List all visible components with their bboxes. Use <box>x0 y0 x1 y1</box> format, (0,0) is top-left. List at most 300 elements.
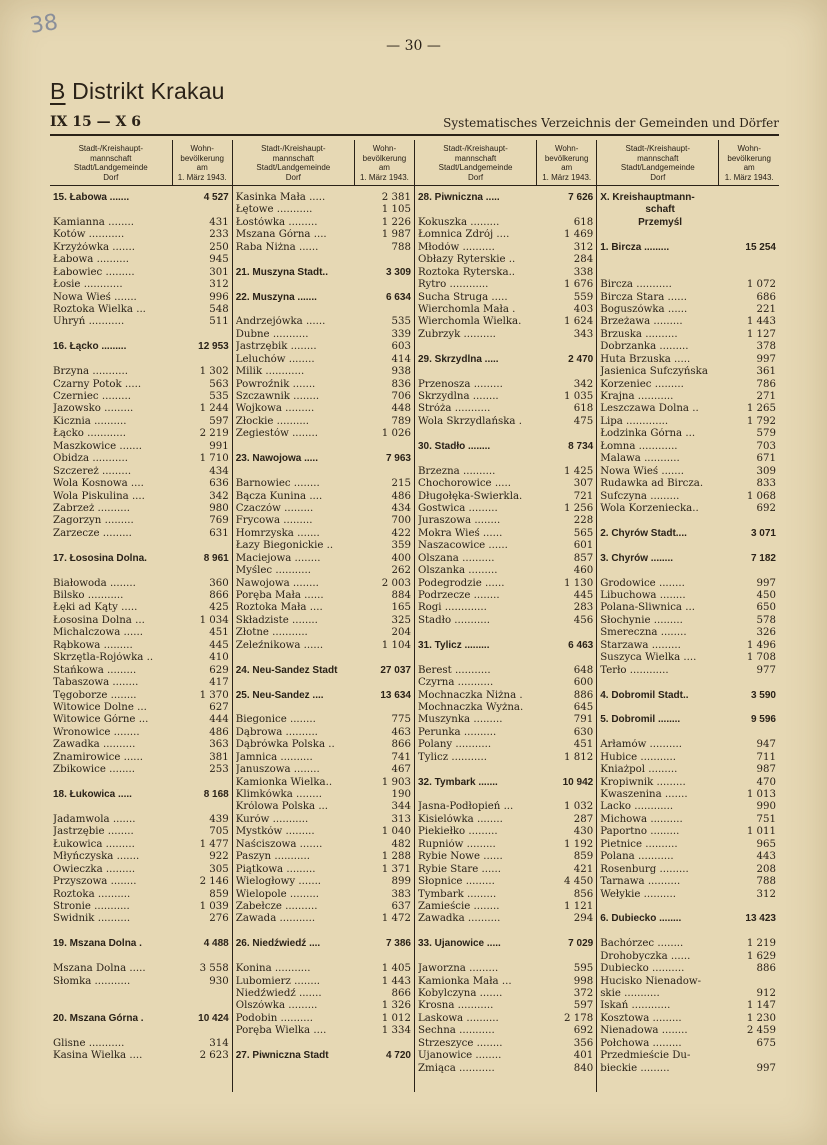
blank-line <box>600 515 776 527</box>
place-name: Łodzinka Górna ... <box>600 428 696 440</box>
place-name: Białowoda ........ <box>53 577 136 589</box>
population-value: 482 <box>391 838 411 850</box>
district-heading-row <box>236 938 411 950</box>
population-value: 460 <box>573 565 594 577</box>
place-row <box>53 292 229 304</box>
population-value: 307 <box>573 478 594 490</box>
place-row <box>53 826 229 838</box>
place-name: Kotów ........... <box>53 229 125 241</box>
place-name: Kasinka Mała ..... <box>235 192 326 203</box>
place-name: Jasienica Sufczyńska <box>600 366 708 378</box>
place-row <box>236 826 411 838</box>
population-value: 421 <box>573 863 594 875</box>
place-row <box>53 254 229 266</box>
heading-population: 3 590 <box>750 689 776 701</box>
population-value: 1 068 <box>746 490 776 502</box>
place-row <box>53 889 229 901</box>
place-name: Lubomierz ........ <box>235 975 321 987</box>
population-value: 1 105 <box>381 204 411 216</box>
place-name: Konina ........... <box>235 963 311 975</box>
place-row <box>236 341 411 353</box>
population-value: 886 <box>573 689 594 701</box>
page-number: — 30 — <box>386 38 441 54</box>
heading-name: 6. Dubiecko ........ <box>600 913 682 925</box>
place-row <box>418 801 593 813</box>
population-value: 2 003 <box>381 577 411 589</box>
place-name: Kobylczyna ....... <box>417 988 503 999</box>
header-value-1: Wohn- bevölkerung am 1. März 1943. <box>172 140 232 186</box>
place-row <box>53 901 229 913</box>
place-row <box>53 590 229 602</box>
population-value: 451 <box>573 739 594 751</box>
place-row <box>418 1063 593 1075</box>
heading-name: 2. Chyrów Stadt.... <box>600 527 687 539</box>
place-name: Smereczna ........ <box>600 627 687 639</box>
population-value: 313 <box>391 813 411 825</box>
place-name: Barnowiec ........ <box>235 478 320 490</box>
population-value: 1 903 <box>381 776 411 788</box>
population-value: 1 013 <box>746 789 776 800</box>
place-row <box>236 1025 411 1037</box>
place-name: Złockie .......... <box>235 415 310 427</box>
blank-line <box>236 951 411 963</box>
place-row <box>600 864 776 876</box>
population-value: 511 <box>209 316 229 328</box>
place-row <box>53 665 229 677</box>
place-name: Podobin .......... <box>235 1012 313 1024</box>
blank-line <box>53 565 229 577</box>
heading-population: 3 071 <box>750 527 776 539</box>
population-value: 789 <box>391 415 411 427</box>
place-name: Poręba Mała ...... <box>235 590 324 601</box>
population-value: 965 <box>756 838 776 850</box>
place-row <box>600 491 776 503</box>
heading-name: 29. Skrzydlna ..... <box>417 353 499 365</box>
district-heading-row <box>236 267 411 279</box>
population-value: 630 <box>573 726 594 738</box>
population-value: 629 <box>209 664 229 676</box>
blank-line <box>600 540 776 552</box>
column-header-row <box>50 140 779 186</box>
blank-line <box>236 279 411 291</box>
heading-name: 30. Stadło ........ <box>417 440 491 452</box>
district-heading-row <box>600 192 776 204</box>
heading-name: 1. Bircza ......... <box>600 241 670 253</box>
place-name: Roztoka Wielka ... <box>53 303 146 315</box>
heading-name: 23. Nawojowa ..... <box>235 453 318 465</box>
population-value: 165 <box>391 602 411 614</box>
place-row <box>53 453 229 465</box>
heading-population <box>720 192 776 204</box>
place-row <box>418 1050 593 1062</box>
place-row <box>53 752 229 764</box>
district-heading-row <box>418 938 593 950</box>
place-name: Zawadka .......... <box>417 913 501 925</box>
place-name: Żeleźnikowa ...... <box>235 639 324 651</box>
population-value: 997 <box>756 353 776 365</box>
place-row <box>53 627 229 639</box>
population-value: 991 <box>209 440 229 452</box>
place-row <box>236 913 411 925</box>
place-row <box>600 951 776 963</box>
population-value: 692 <box>756 502 776 514</box>
population-value: 425 <box>209 602 229 614</box>
heading-population: 7 963 <box>385 453 411 465</box>
header-value-4: Wohn- bevölkerung am 1. März 1943. <box>719 140 779 186</box>
place-row <box>53 466 229 478</box>
place-row <box>600 316 776 328</box>
place-row <box>600 441 776 453</box>
population-value: 987 <box>756 764 776 776</box>
population-value: 1 032 <box>564 801 594 813</box>
population-value: 253 <box>209 764 229 776</box>
place-name: Chochorowice ..... <box>417 478 512 490</box>
place-name: Ujanowice ........ <box>417 1050 502 1062</box>
population-value: 262 <box>391 565 411 577</box>
place-row <box>600 292 776 304</box>
place-name: Czerniec ......... <box>53 391 131 402</box>
place-name: Przyszowa ........ <box>53 876 137 888</box>
population-value: 467 <box>391 764 411 776</box>
place-name: Słopnice ......... <box>417 876 495 888</box>
place-name: Olszanka ......... <box>417 565 498 577</box>
population-value: 1 072 <box>746 279 776 291</box>
place-row <box>600 466 776 478</box>
place-name: Złotne ........... <box>235 627 308 639</box>
place-row <box>236 428 411 440</box>
place-name: Stronie ........... <box>53 900 130 912</box>
population-value: 857 <box>573 552 594 564</box>
place-name: Dubiecko .......... <box>600 963 685 975</box>
place-name: Kasina Wielka .... <box>53 1050 143 1062</box>
population-value: 403 <box>573 303 594 315</box>
blank-line <box>53 329 229 341</box>
place-row <box>53 578 229 590</box>
place-name: Sechna ........... <box>417 1025 495 1037</box>
heading-population <box>720 204 776 216</box>
place-name: Nienadowa ........ <box>600 1025 688 1037</box>
place-row <box>418 876 593 888</box>
place-name: Zarzecze ......... <box>53 527 132 539</box>
place-row <box>236 814 411 826</box>
heading-population: 9 596 <box>750 714 776 726</box>
place-row <box>418 739 593 751</box>
blank-line <box>600 901 776 913</box>
place-name: Gostwica ......... <box>417 502 498 514</box>
population-value: 627 <box>209 701 229 713</box>
place-name: Kropiwnik ......... <box>600 776 686 788</box>
place-name: Naściszowa ....... <box>235 838 323 850</box>
population-value: 422 <box>391 527 411 539</box>
district-heading-row <box>418 192 593 204</box>
blank-line <box>418 341 593 353</box>
place-name: Huta Brzuska ..... <box>600 353 691 365</box>
place-name: Rupniów ......... <box>417 838 496 850</box>
place-row <box>53 615 229 627</box>
place-name: Obidza ........... <box>53 453 128 465</box>
place-name: Łabowa .......... <box>53 254 129 266</box>
place-row <box>236 901 411 913</box>
district-heading-row <box>418 354 593 366</box>
place-name: Dąbrowa .......... <box>235 726 318 738</box>
place-name: Tęgoborze ........ <box>53 689 137 701</box>
heading-name: 27. Piwniczna Stadt <box>235 1050 329 1062</box>
blank-line <box>418 366 593 378</box>
place-row <box>53 851 229 863</box>
place-row <box>236 889 411 901</box>
district-heading-row <box>418 640 593 652</box>
place-row <box>236 988 411 1000</box>
place-row <box>53 764 229 776</box>
population-value: 631 <box>209 527 229 539</box>
heading-name: 19. Mszana Dolna . <box>53 938 142 950</box>
place-row <box>418 391 593 403</box>
district-heading-row <box>236 292 411 304</box>
place-name: Boguszówka ...... <box>600 303 688 315</box>
place-row <box>600 814 776 826</box>
place-name: Hubice ........... <box>600 751 677 763</box>
blank-line <box>236 702 411 714</box>
place-name: Wielogłowy ....... <box>235 876 322 888</box>
district-heading-row <box>236 665 411 677</box>
population-value: 475 <box>573 415 594 427</box>
population-value: 2 623 <box>199 1050 229 1062</box>
blank-line <box>236 466 411 478</box>
place-name: Łomnica Zdrój .... <box>417 229 510 241</box>
population-value: 1 219 <box>746 938 776 950</box>
population-value: 287 <box>573 813 594 825</box>
place-row <box>418 279 593 291</box>
population-value: 947 <box>756 739 776 751</box>
place-name: Jastrzębie ........ <box>53 826 134 838</box>
place-name: Zabrzeż .......... <box>53 502 130 514</box>
district-heading-row <box>236 690 411 702</box>
place-row <box>418 254 593 266</box>
population-value: 1 011 <box>746 826 776 838</box>
place-row <box>418 913 593 925</box>
place-row <box>53 602 229 614</box>
blank-line <box>600 565 776 577</box>
column-4 <box>597 186 779 1093</box>
place-row <box>600 1038 776 1050</box>
population-value: 2 219 <box>199 428 229 440</box>
place-row <box>418 1025 593 1037</box>
place-row <box>418 602 593 614</box>
place-name: Terło ............ <box>600 664 669 676</box>
blank-line <box>236 926 411 938</box>
place-row <box>418 727 593 739</box>
heading-population: 2 470 <box>568 353 594 365</box>
population-value: 430 <box>573 826 594 838</box>
place-name: Łostówka ......... <box>235 216 318 228</box>
place-row <box>418 503 593 515</box>
place-row <box>600 739 776 751</box>
population-value: 856 <box>573 888 594 900</box>
population-value: 208 <box>756 863 776 875</box>
population-value: 1 230 <box>746 1012 776 1024</box>
population-value: 1 256 <box>564 502 594 514</box>
population-value: 1 443 <box>381 975 411 987</box>
place-row <box>236 416 411 428</box>
place-name: Polana-Śliwnica ... <box>600 602 695 614</box>
place-name: Wielopole ......... <box>235 888 320 900</box>
place-row <box>418 329 593 341</box>
header-name-3: Stadt-/Kreishaupt- mannschaft Stadt/Landgemeinde Dorf <box>414 140 536 186</box>
place-row <box>53 652 229 664</box>
place-name: Wierchomla Mała . <box>417 303 516 315</box>
place-row <box>418 379 593 391</box>
place-row <box>236 777 411 789</box>
population-value: 1 443 <box>746 316 776 328</box>
place-name: Milik ............ <box>235 366 305 378</box>
blank-line <box>236 254 411 266</box>
district-heading-row <box>236 453 411 465</box>
population-value: 443 <box>756 851 776 863</box>
place-row <box>53 267 229 279</box>
population-value: 309 <box>756 465 776 477</box>
heading-population: 3 309 <box>385 266 411 278</box>
population-value: 1 104 <box>381 639 411 651</box>
place-row <box>600 652 776 664</box>
heading-population: 8 961 <box>203 552 229 564</box>
place-row <box>418 540 593 552</box>
place-row <box>600 366 776 378</box>
place-row <box>418 702 593 714</box>
place-row <box>600 341 776 353</box>
place-name: Łętowe ........... <box>235 204 313 216</box>
population-value: 1 624 <box>564 316 594 328</box>
place-name: Czyrna ........... <box>417 677 494 689</box>
heading-name: 22. Muszyna ....... <box>235 291 317 303</box>
population-value: 977 <box>756 664 776 676</box>
place-name: Roztoka Ryterska.. <box>417 266 516 278</box>
place-name: Żmiąca ........... <box>417 1062 495 1074</box>
population-value: 434 <box>209 465 229 477</box>
blank-line <box>600 727 776 739</box>
place-name: Leluchów ........ <box>235 353 315 365</box>
place-name: Homrzyska ....... <box>235 527 320 539</box>
population-value: 305 <box>209 863 229 875</box>
population-value: 535 <box>209 391 229 402</box>
place-name: Stróża ........... <box>417 403 491 415</box>
population-value: 675 <box>756 1037 776 1049</box>
column-2 <box>232 186 414 1093</box>
population-value: 456 <box>573 614 594 626</box>
population-value: 600 <box>573 677 594 689</box>
population-value: 470 <box>756 776 776 788</box>
place-name: Wojkowa ......... <box>235 403 315 415</box>
place-row <box>236 727 411 739</box>
place-name: Raba Niżna ...... <box>235 241 319 253</box>
place-name: Kamianna ........ <box>53 216 135 228</box>
population-value: 601 <box>573 540 594 552</box>
district-heading-row <box>600 204 776 216</box>
population-value: 565 <box>573 527 594 539</box>
heading-name: 3. Chyrów ........ <box>600 552 673 564</box>
population-value: 342 <box>573 378 594 390</box>
population-value: 788 <box>756 876 776 888</box>
place-name: Dubne ........... <box>235 328 309 340</box>
place-name: Żbikowice ........ <box>53 764 136 776</box>
place-name: Pietnice .......... <box>600 838 678 850</box>
place-name: Laskowa .......... <box>417 1012 499 1024</box>
place-row <box>418 242 593 254</box>
population-value: 2 381 <box>381 192 411 203</box>
place-name: Mszana Dolna ..... <box>53 963 146 975</box>
place-row <box>53 403 229 415</box>
population-value: 1 226 <box>381 216 411 228</box>
heading-population: 8 734 <box>568 440 594 452</box>
blank-line <box>236 304 411 316</box>
place-row <box>418 690 593 702</box>
population-value: 1 472 <box>381 913 411 925</box>
place-name: Berest ........... <box>417 664 491 676</box>
place-row <box>53 304 229 316</box>
place-name: Lacko ............ <box>600 801 674 813</box>
place-name: Kniażpol ......... <box>600 764 678 776</box>
population-value: 1 034 <box>199 614 229 626</box>
place-name: Łosie ............ <box>53 279 123 291</box>
population-value: 1 710 <box>199 453 229 465</box>
district-heading-row <box>53 1013 229 1025</box>
population-value: 1 496 <box>746 639 776 651</box>
place-name: Skrzętla-Rojówka .. <box>53 652 154 664</box>
population-value: 363 <box>209 739 229 751</box>
place-name: Łącko ............ <box>53 428 126 440</box>
place-name: Łukowica ......... <box>53 838 135 850</box>
place-name: Drohobyczka ...... <box>600 950 691 962</box>
population-value: 579 <box>756 428 776 440</box>
population-value: 233 <box>209 229 229 241</box>
population-value: 775 <box>391 714 411 726</box>
place-row <box>600 889 776 901</box>
population-value: 372 <box>573 988 594 999</box>
place-name: Kurów ........... <box>235 813 309 825</box>
population-value: 721 <box>573 490 594 502</box>
place-name: Perunka .......... <box>417 726 497 738</box>
place-row <box>418 615 593 627</box>
place-row <box>53 690 229 702</box>
place-row <box>236 801 411 813</box>
place-row <box>236 242 411 254</box>
place-row <box>53 379 229 391</box>
place-row <box>418 316 593 328</box>
population-value: 603 <box>391 341 411 353</box>
population-value: 294 <box>573 913 594 925</box>
blank-line <box>53 204 229 216</box>
population-value: 563 <box>209 378 229 390</box>
blank-line <box>236 441 411 453</box>
population-value: 692 <box>573 1025 594 1037</box>
place-name: Olszówka ......... <box>235 1000 318 1012</box>
place-name: skie ........... <box>600 988 660 999</box>
district-heading-row <box>418 777 593 789</box>
place-name: Rąbkowa ......... <box>53 639 133 651</box>
place-row <box>53 279 229 291</box>
place-row <box>53 441 229 453</box>
place-row <box>600 578 776 590</box>
heading-name: 20. Mszana Górna . <box>53 1012 144 1024</box>
population-value: 338 <box>573 266 594 278</box>
place-row <box>236 204 411 216</box>
place-name: Leszczawa Dolna .. <box>600 403 699 415</box>
heading-name: schaft <box>645 204 675 216</box>
place-name: Kokuszka ......... <box>417 216 500 228</box>
population-value: 637 <box>391 900 411 912</box>
place-row <box>53 316 229 328</box>
population-value: 414 <box>391 353 411 365</box>
population-value: 312 <box>209 279 229 291</box>
